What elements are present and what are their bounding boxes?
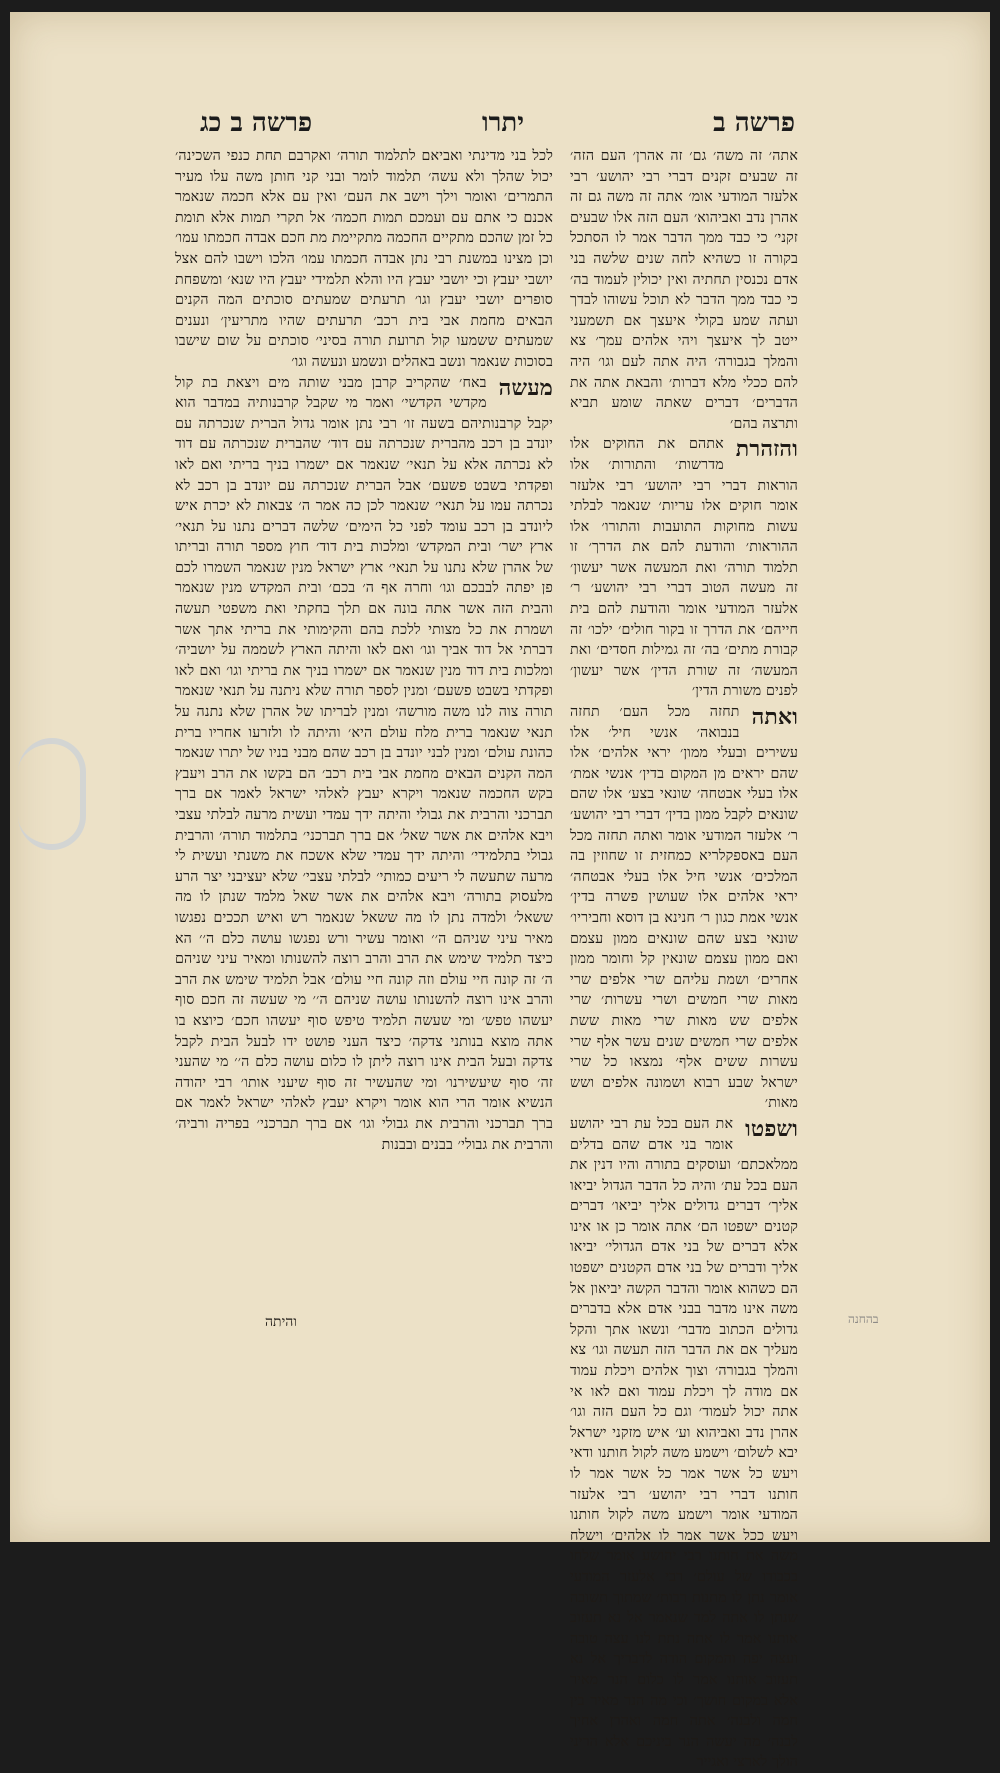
paragraph: אתה׳ זה משה׳ גם׳ זה אהרן׳ העם הזה׳ זה שבעים זקנים דברי רבי יהושע׳ רבי אלעזר המודעי אומ׳ אתה זה משה גם זה אהרן נדב ואביהוא׳ העם הזה אלו שבעים זקני׳ כי כבד ממך הדבר אמר לו הסתכל בקורה זו כשהיא לחה שנים שלשה בני אדם נכנסין תחתיה ואין יכולין לעמוד בה׳ כי כבד ממך הדבר לא תוכל עשוהו לבדך ועתה שמע בקולי איעצך אם תשמעני ייטב לך איעצך ויהי אלהים עמך׳ צא והמלך בגבורה׳ היה אתה לעם וגו׳ היה להם ככלי מלא דברות׳ והבאת אתה את הדברים׳ דברים שאתה שומע תביא ותרצה בהם׳ (570, 148, 798, 432)
paragraph: מעשה באח׳ שהקריב קרבן מבני שותה מים ויצאת בת קול מקדשי הקדשי׳ ואמר מי שקבל קרבנותיה במדבר הוא יקבל קרבנותיהם בשעה זו׳ רבי נתן אומר גדול הברית שנכרתה עם יונדב בן רכב מהברית שנכרתה עם דוד׳ שהברית שנכרתה עם דוד לא נכרתה אלא על תנאי׳ שנאמר אם ישמרו בניך בריתי ואם לאו ופקדתי בשבט פשעם׳ אבל הברית שנכרתה עם יונדב בן רכב לא נכרתה עמו על תנאי׳ שנאמר לכן כה אמר ה׳ צבאות לא יכרת איש ליונדב בן רכב עומד לפני כל הימים׳ שלשה דברים נתנו על תנאי׳ ארץ ישר׳ ובית המקדש׳ ומלכות בית דוד׳ חוץ מספר תורה ובריתו של אהרן שלא נתנו על תנאי׳ ארץ ישראל מנין שנאמר השמרו לכם פן יפתה לבבכם וגו׳ וחרה אף ה׳ בכם׳ ובית המקדש מנין שנאמר והבית הזה אשר אתה בונה אם תלך בחקתי ואת משפטי תעשה ושמרת את כל מצותי ללכת בהם והקימותי את בריתי אתך אשר דברתי אל דוד אביך וגו׳ ואם לאו והיתה הארץ לשממה על יושביה׳ ומלכות בית דוד מנין שנאמר אם ישמרו בניך את בריתי וגו׳ ואם לאו ופקדתי בשבט פשעם׳ ומנין לספר תורה שלא ניתנה על תנאי שנאמר תורה צוה לנו משה מורשה׳ ומנין לבריתו של אהרן שלא נתנה על תנאי שנאמר ברית מלח עולם היא׳ והיתה לו ולזרעו אחריו ברית כהונת עולם׳ ומנין לבני יונדב בן רכב שהם מבני בניו של יתרו שנאמר המה הקנים הבאים מחמת אבי בית רכב׳ הם בקשו את הרב ויעבץ בקש החכמה שנאמר ויקרא יעבץ לאלהי ישראל לאמר אם ברך תברכני והרבית את גבולי והיתה ידך עמדי ועשית מרעה לבלתי עצבי ויבא אלהים את אשר שאל׳ אם ברך תברכני׳ בתלמוד תורה׳ והרבית גבולי בתלמידי׳ והיתה ידך עמדי שלא אשכח את משנתי ועשית לי מרעה שתעשה לי ריעים כמותי׳ לבלתי עצבי׳ שלא יעציבני יצר הרע מלעסוק בתורה׳ ויבא אלהים את אשר שאל מלמד שנתן לו מה ששאל׳ ולמדה נתן לו מה ששאל שנאמר רש ואיש תככים נפגשו מאיר עיני שניהם ה׳׳ ואומר עשיר ורש נפגשו עושה כלם ה׳׳ הא כיצד תלמיד שימש את הרב והרב רוצה להשנותו ומאיר עיני שניהם ה׳ זה קונה חיי עולם וזה קונה חיי עולם׳ אבל תלמיד שימש את הרב והרב אינו רוצה להשנותו עושה שניהם ה׳׳ מי שעשה זה חכם סוף יעשהו טפש׳ ומי שעשה תלמיד טיפש סוף יעשהו חכם׳ כיוצא בו אתה מוצא בנותני צדקה׳ כיצד העני פושט ידו לבעל הבית לקבל צדקה ובעל הבית אינו רוצה ליתן לו כלום עושה כלם ה׳׳ מי שהעני זה׳ סוף שיעשירנו׳ ומי שהעשיר זה סוף שיעני אותו׳ רבי יהודה הנשיא אומר הרי הוא אומר ויקרא יעבץ לאלהי ישראל לאמר אם ברך תברכני והרבית את גבולי וגו׳ אם ברך תברכני׳ בפריה ורביה׳ והרבית את גבולי׳ בבנים ובבנות (175, 374, 553, 1153)
header-center: יתרו (482, 108, 525, 138)
paragraph: ושפטו את העם בכל עת רבי יהושע אומר בני אדם שהם בדלים ממלאכתם׳ ועוסקים בתורה והיו דנין את העם בכל עת׳ והיה כל הדבר הגדול יביאו אליך׳ דברים גדולים אליך יביאו׳ דברים קטנים ישפטו הם׳ אתה אומר כן או אינו אלא דברים של בני אדם הגדולי׳ יביאו אליך ודברים של בני אדם הקטנים ישפטו הם כשהוא אומר והדבר הקשה יביאון אל משה אינו מדבר בבני אדם אלא בדברים גדולים הכתוב מדבר׳ ונשאו אתך והקל מעליך אם את הדבר הזה תעשה וגו׳ צא והמלך בגבורה׳ וצוך אלהים ויכלת עמוד אם מודה לך ויכלת עמוד ואם לאו אי אתה יכול לעמוד׳ וגם כל העם הזה וגו׳ אהרן נדב ואביהוא וע׳ איש מזקני ישראל יבא לשלום׳ וישמע משה לקול חותנו ודאי ויעש כל אשר אמר כל אשר אמר לו חותנו דברי רבי יהושע׳ רבי אלעזר המודעי אומר וישמע משה לקול חותנו ויעש ככל אשר אמר לו אלהים׳ וישלח משה את חותנו רבי יהושע אומר שלחו בכבודו של עולם׳ רבי אלעזר המודעי אומר נתן לו מתנות רבות׳ שמתוך תשובה שנתן לו אתה למד שנאמר אל נא תעזוב אותנו אמר לו אתה נתת לנו עצה טובה ועצה יפה והמקום הודה לדבריך אל נא תעזוב אותנו אמר לו כלום הנר מאיר אלא במקום חושך׳ וכי מה הנר מאיר בין חמה ולבנה׳ אתה חמה ואהרן אחיך לבנה׳ מה יעשה הנר ביניכם אלא הריני הולך לארצי ואגייר (570, 1115, 798, 1771)
metal-clip (18, 738, 86, 850)
header-right: פרשה ב (713, 108, 795, 138)
lemma-word: ואתה (751, 704, 798, 731)
catchword-right: בהחנה (848, 1312, 879, 1326)
paragraph: לכל בני מדינתי ואביאם לתלמוד תורה׳ ואקרבם תחת כנפי השכינה׳ יכול שהלך ולא עשה׳ תלמוד לומר ובני קני חותן משה עלו מעיר התמרים׳ ואומר וילך וישב את העם׳ ואין עם אלא חכמה שנאמר אכנם כי אתם עם ועמכם תמות חכמה׳ אל תקרי תמות אלא תומת כל זמן שהכם מתקיים החכמה מתקיימת מת חכם אבדה חכמתו עמו׳ וכן מצינו במשנת רבי נתן אבדה חכמתו עמו׳ הלכו וישבו להם אצל יושבי יעבץ וכי יושבי יעבץ היו והלא תלמידי יעבץ היו שנא׳ ומשפחת סופרים יושבי יעבץ וגו׳ תרעתים שמעתים סוכתים המה הקנים הבאים מחמת אבי בית רכב׳ תרעתים שהיו מתריעין׳ ונענים שמעתים ששמעו קול תרועת תורה בסיני׳ סוכתים על שום שישבו בסוכות שנאמר ונשב באהלים ונשמע ונעשה וגו׳ (174, 148, 553, 370)
paragraph: והזהרת אתהם את החוקים אלו מדרשות׳ והתורות׳ אלו הוראות דברי רבי יהושע׳ רבי אלעזר אומר חוקים אלו עריות׳ שנאמר לבלתי עשות מחוקות התועבות והתורו׳ אלו ההוראות׳ והודעת להם את הדרך׳ זו תלמוד תורה׳ ואת המעשה אשר יעשון׳ זה מעשה הטוב דברי רבי יהושע׳ ר׳ אלעזר המודעי אומר והודעת להם בית חייהם׳ את הדרך זו בקור חולים׳ ילכו׳ זה קבורת מתים׳ בה׳ זה גמילות חסדים׳ ואת המעשה׳ זה שורת הדין׳ אשר יעשון׳ לפנים משורת הדין׳ (570, 436, 798, 700)
header-left: פרשה ב כג (200, 108, 313, 138)
right-column (570, 146, 798, 1773)
paragraph: ואתה תחזה מכל העם׳ תחזה בנבואה׳ אנשי חיל׳ אלו עשירים ובעלי ממון׳ יראי אלהים׳ אלו שהם יראים מן המקום בדין׳ אנשי אמת׳ אלו בעלי אבטחה׳ שונאי בצע׳ אלו שהם שונאים לקבל ממון בדין׳ דברי רבי יהושע׳ ר׳ אלעזר המודעי אומר ואתה תחזה מכל העם באספקלריא כמחזית זו שחוזין בה המלכים׳ אנשי חיל אלו בעלי אבטחה׳ יראי אלהים אלו שעושין פשרה בדין׳ אנשי אמת כגון ר׳ חנינא בן דוסא וחביריו׳ שונאי בצע שהם שונאים ממון עצמם ואם ממון עצמם שונאין קל וחומר ממון אחרים׳ ושמת עליהם שרי אלפים שרי מאות שרי חמשים ושרי עשרות׳ שרי אלפים שש מאות שרי מאות ששת אלפים שרי חמשים שנים עשר אלף שרי עשרות ששים אלף׳ נמצאו כל שרי ישראל שבע רבוא ושמונה אלפים ושש מאות׳ (570, 704, 798, 1112)
catchword-left: והיתה (265, 1314, 297, 1330)
running-header (0, 108, 1000, 148)
lemma-word: מעשה (498, 374, 553, 401)
lemma-word: ושפטו (745, 1115, 798, 1142)
left-column (175, 146, 553, 1155)
lemma-word: והזהרת (735, 436, 798, 463)
